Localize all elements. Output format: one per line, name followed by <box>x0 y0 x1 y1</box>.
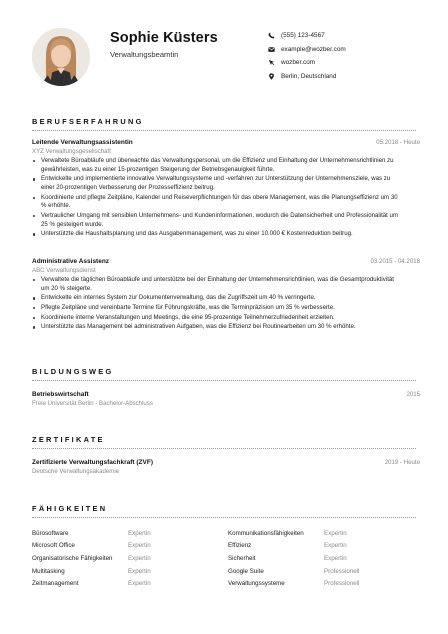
job-title: Administrative Assistenz <box>32 258 110 265</box>
contact-email[interactable] <box>268 43 346 57</box>
job-bullets <box>32 157 420 239</box>
job-bullet: Unterstützte das Management bei administrativen Aufgaben, was die Effizienz bei Routinearbeiten um 30 % erhöhte. <box>32 323 402 332</box>
skill-name: Kommunikationsfähigkeiten <box>228 529 304 537</box>
job-entry <box>32 258 420 333</box>
phone-icon <box>268 32 275 39</box>
skill-level: Expertin <box>324 554 347 562</box>
skill-level: Expertin <box>128 580 151 588</box>
profile-photo <box>32 28 90 86</box>
skill-level: Expertin <box>128 567 151 575</box>
skill-item <box>32 565 228 578</box>
skills-column-right <box>228 527 416 590</box>
contact-location-text: Berlin, Deutschland <box>281 72 337 80</box>
profile-portrait-image <box>32 28 90 86</box>
candidate-name: Sophie Küsters <box>110 30 218 46</box>
job-bullet: Pflegte Zeitpläne und vereinbarte Termine für Führungskräfte, was die Terminpräzision um 35 % verbesserte. <box>32 304 402 313</box>
certificate-date: 2019 - Heute <box>384 459 420 466</box>
contact-phone-text: (555) 123-4567 <box>281 32 325 40</box>
job-bullet: Entwickelte und implementierte innovative Verwaltungssysteme und -verfahren zur Unterstützung der Unternehmensziele, was zu einer 20-prozentigen Verbesserung der Prozesseffizienz beitrug. <box>32 175 402 192</box>
education-heading: BILDUNGSWEG <box>32 367 114 376</box>
skill-name: Multitasking <box>32 567 65 575</box>
skill-name: Organisatorische Fähigkeiten <box>32 554 113 562</box>
job-date: 05.2018 - Heute <box>376 139 420 146</box>
education-divider <box>32 380 416 381</box>
experience-divider <box>32 130 416 131</box>
job-bullet: Unterstützte die Haushaltsplanung und das Ausgabenmanagement, was zu einer 10.000 € Kostenreduktion beitrug. <box>32 230 402 239</box>
skill-item <box>32 527 228 540</box>
job-entry <box>32 139 420 240</box>
skill-name: Google Suite <box>228 567 264 575</box>
skill-level: Expertin <box>128 529 151 537</box>
contact-list <box>268 29 346 83</box>
skill-level: Expertin <box>128 554 151 562</box>
certificate-issuer: Deutsche Verwaltungsakademie <box>32 467 120 475</box>
skill-item <box>32 552 228 565</box>
certificates-heading: ZERTIFIKATE <box>32 435 105 444</box>
skill-item <box>228 527 416 540</box>
certificate-title: Zertifizierte Verwaltungsfachkraft (ZVF) <box>32 459 153 466</box>
skill-name: Zeitmanagement <box>32 580 79 588</box>
skill-level: Professionell <box>324 580 360 588</box>
mail-icon <box>268 46 275 53</box>
job-bullet: Entwickelte ein internes System zur Dokumentenverwaltung, das die Zugriffszeit um 40 % verringerte. <box>32 294 402 303</box>
skill-name: Effizienz <box>228 542 252 550</box>
skill-item <box>228 577 416 590</box>
job-bullets <box>32 276 420 332</box>
certificate-entry <box>32 459 420 475</box>
job-bullet: Verwaltete die täglichen Büroabläufe und unterstützte bei der Einhaltung der Unternehmensrichtlinien, was die Gesamtproduktivität um 20 % steigerte. <box>32 276 402 293</box>
candidate-job-title: Verwaltungsbeamtin <box>110 50 179 59</box>
skill-item <box>32 577 228 590</box>
contact-email-text: example@wozber.com <box>281 45 346 53</box>
skill-level: Professionell <box>324 567 360 575</box>
job-date: 03.2015 - 04.2018 <box>370 258 420 265</box>
skill-name: Bürosoftware <box>32 529 69 537</box>
contact-website[interactable] <box>268 56 346 70</box>
skill-name: Verwaltungssysteme <box>228 580 285 588</box>
skills-divider <box>32 517 416 518</box>
skill-item <box>228 540 416 553</box>
skill-level: Expertin <box>324 529 347 537</box>
degree-title: Betriebswirtschaft <box>32 391 89 398</box>
contact-location <box>268 70 346 84</box>
certificates-divider <box>32 448 416 449</box>
education-entry <box>32 391 420 407</box>
job-bullet: Koordinierte interne Veranstaltungen und Meetings, die eine 95-prozentige Teilnehmerzufriedenheit erzielten. <box>32 314 402 323</box>
experience-heading: BERUFSERFAHRUNG <box>32 117 144 126</box>
job-company: XYZ Verwaltungsgesellschaft <box>32 147 111 155</box>
skill-item <box>228 552 416 565</box>
job-bullet: Koordinierte und pflegte Zeitpläne, Kalender und Reiseverpflichtungen für das obere Management, was die Planungseffizienz um 30 % erhöhte. <box>32 194 402 211</box>
contact-website-text: wozber.com <box>281 59 316 67</box>
job-title: Leitende Verwaltungsassistentin <box>32 139 133 146</box>
contact-phone[interactable] <box>268 29 346 43</box>
skill-level: Expertin <box>324 542 347 550</box>
skill-item <box>32 540 228 553</box>
degree-date: 2015 <box>406 391 420 398</box>
location-pin-icon <box>268 73 275 80</box>
link-icon <box>268 59 275 66</box>
skills-column-left <box>32 527 228 590</box>
skill-name: Sicherheit <box>228 554 256 562</box>
skill-item <box>228 565 416 578</box>
job-bullet: Vertraulicher Umgang mit sensiblen Unternehmens- und Kundeninformationen, wodurch die Datensicherheit und Professionalität um 25 % gesteigert wurde. <box>32 212 402 229</box>
job-company: ABC Verwaltungsdienst <box>32 266 96 274</box>
skill-level: Expertin <box>128 542 151 550</box>
skills-grid <box>32 527 416 590</box>
degree-institution: Freie Universität Berlin - Bachelor-Abschluss <box>32 399 153 407</box>
skill-name: Microsoft Office <box>32 542 75 550</box>
skills-heading: FÄHIGKEITEN <box>32 504 108 513</box>
job-bullet: Verwaltete Büroabläufe und überwachte das Verwaltungspersonal, um die Effizienz und Einhaltung der Unternehmensrichtlinien zu gewährleisten, was zu einer 15-prozentigen Steigerung der Betriebsgenauigkeit führte. <box>32 157 402 174</box>
